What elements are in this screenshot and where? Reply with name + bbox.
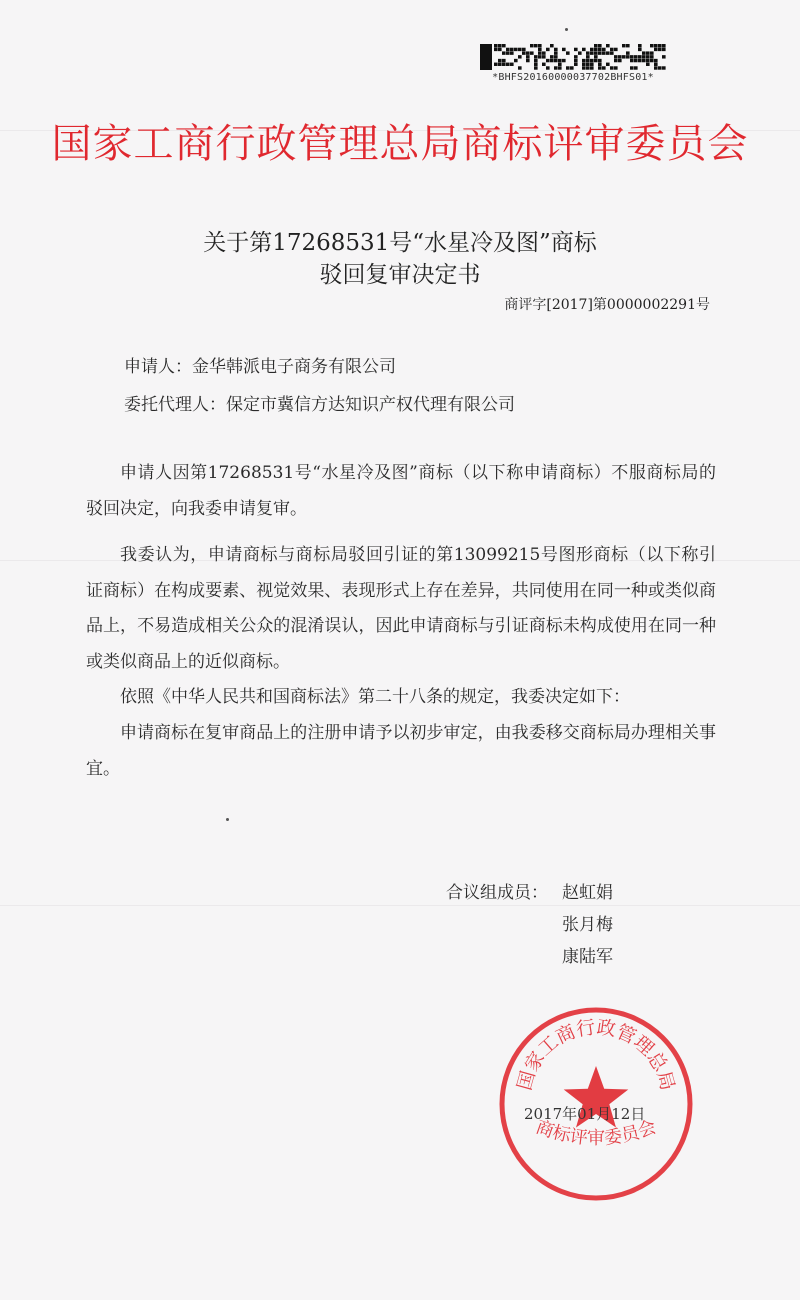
body-paragraph-2: 我委认为，申请商标与商标局驳回引证的第13099215号图形商标（以下称引证商标）在构成要素、视觉效果、表现形式上存在差异，共同使用在同一种或类似商品上，不易造成相关公众的混淆误认，因此申请商标与引证商标未构成使用在同一种或类似商品上的近似商标。 — [86, 545, 716, 672]
barcode-text: *BHFS20160000037702BHFS01* — [492, 72, 654, 83]
panel-members-label: 合议组成员： — [446, 883, 548, 903]
paper-speck — [226, 818, 229, 821]
document-title-line1: 关于第17268531号“水星冷及图”商标 — [203, 230, 597, 256]
applicant: 申请人：金华韩派电子商务有限公司 — [124, 357, 396, 377]
svg-text:商标评审委员会: 商标评审委员会 — [532, 1116, 660, 1149]
panel-member: 赵虹娟 — [562, 883, 613, 903]
svg-text:国家工商行政管理总局: 国家工商行政管理总局 — [513, 1016, 679, 1093]
agent: 委托代理人：保定市冀信方达知识产权代理有限公司 — [124, 395, 515, 415]
panel-member: 康陆军 — [562, 947, 613, 967]
body-paragraph-1: 申请人因第17268531号“水星冷及图”商标（以下称申请商标）不服商标局的驳回决定，向我委申请复审。 — [86, 463, 716, 519]
paper-fold-line — [0, 905, 800, 906]
decision-date: 2017年01月12日 — [524, 1105, 646, 1123]
body-paragraph-4: 申请商标在复审商品上的注册申请予以初步审定，由我委移交商标局办理相关事宜。 — [86, 723, 716, 779]
document-title-line2: 驳回复审决定书 — [319, 262, 481, 288]
paper-speck — [565, 28, 568, 31]
document-number: 商评字[2017]第0000002291号 — [504, 297, 710, 313]
letterhead-title: 国家工商行政管理总局商标评审委员会 — [51, 121, 749, 167]
barcode — [480, 44, 666, 70]
body-paragraph-3: 依照《中华人民共和国商标法》第二十八条的规定，我委决定如下： — [120, 687, 630, 707]
panel-member: 张月梅 — [562, 915, 613, 935]
